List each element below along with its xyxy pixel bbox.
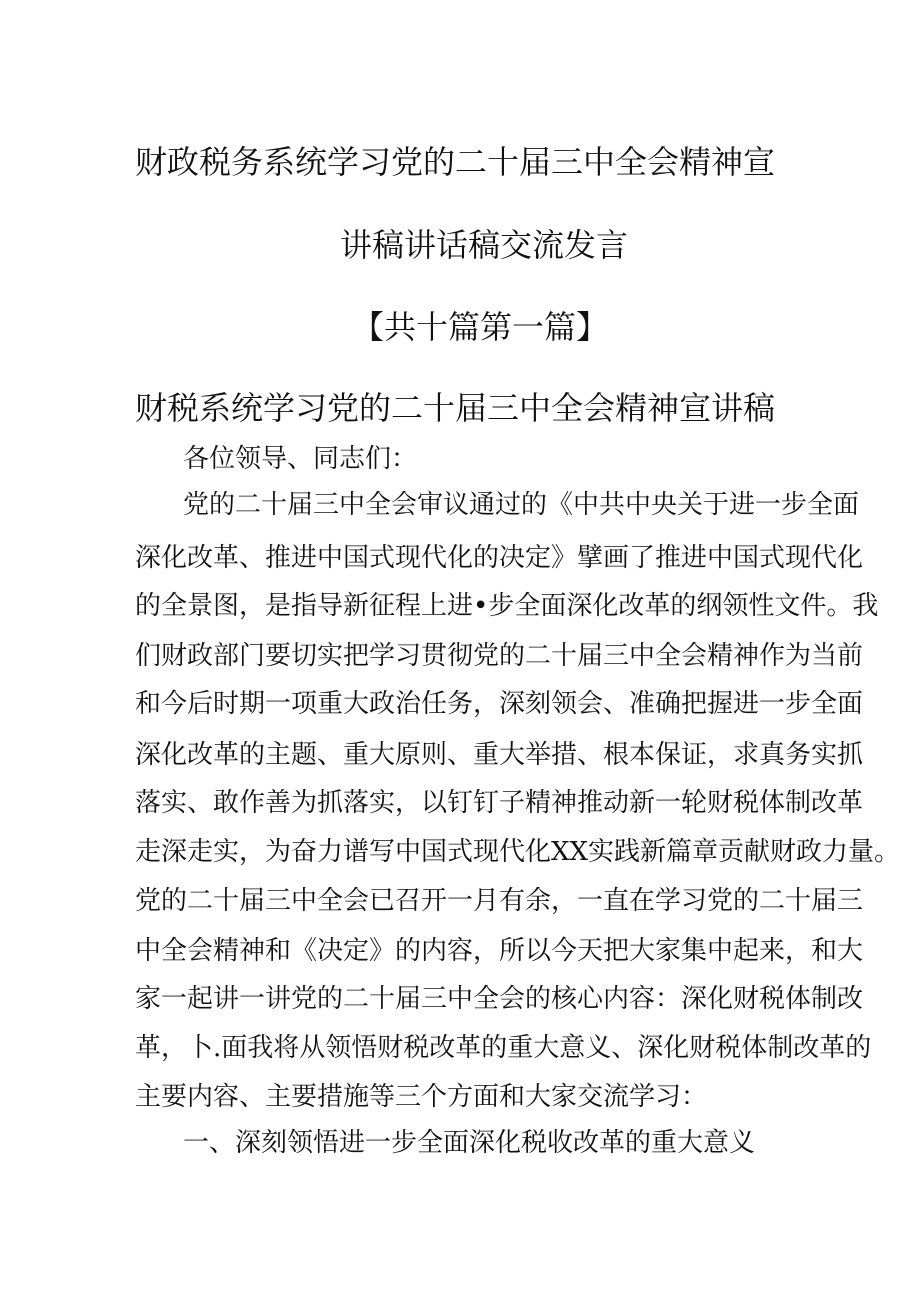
- section-heading: 一、深刻领悟进一步全面深化税收改革的重大意义: [183, 1128, 756, 1158]
- title-line-3: 【共十篇第一篇】: [352, 308, 609, 346]
- greeting: 各位领导、同志们：: [183, 444, 418, 474]
- paragraph-line: 家一起讲一讲党的二十届三中全会的核心内容：深化财税体制改: [135, 984, 864, 1014]
- paragraph-line: 主要内容、主要措施等三个方面和大家交流学习：: [135, 1082, 708, 1112]
- title-line-2: 讲稿讲话稿交流发言: [340, 226, 629, 264]
- paragraph-line: 落实、敢作善为抓落实，以钉钉子精神推动新一轮财税体制改革: [135, 788, 864, 818]
- paragraph-line: 党的二十届三中全会已召开一月有余，一直在学习党的二十届三: [135, 886, 864, 916]
- speech-subtitle: 财税系统学习党的二十届三中全会精神宣讲稿: [135, 389, 776, 427]
- paragraph-line: 走深走实，为奋力谱写中国式现代化XX实践新篇章贡献财政力量。: [135, 837, 901, 867]
- paragraph-line: 深化改革、推进中国式现代化的决定》擘画了推进中国式现代化: [135, 543, 864, 573]
- paragraph-line: 中全会精神和《决定》的内容，所以今天把大家集中起来，和大: [135, 936, 864, 966]
- paragraph-line: 党的二十届三中全会审议通过的《中共中央关于进一步全面: [183, 490, 860, 520]
- paragraph-line: 们财政部门要切实把学习贯彻党的二十届三中全会精神作为当前: [135, 641, 864, 671]
- paragraph-line: 深化改革的主题、重大原则、重大举措、根本保证，求真务实抓: [135, 740, 864, 770]
- paragraph-line: 的全景图，是指导新征程上进•步全面深化改革的纲领性文件。我: [135, 591, 879, 621]
- paragraph-line: 和今后时期一项重大政治任务，深刻领会、准确把握进一步全面: [135, 689, 864, 719]
- title-line-1: 财政税务系统学习党的二十届三中全会精神宣: [135, 143, 776, 181]
- paragraph-line: 革，卜.面我将从领悟财税改革的重大意义、深化财税体制改革的: [135, 1033, 872, 1063]
